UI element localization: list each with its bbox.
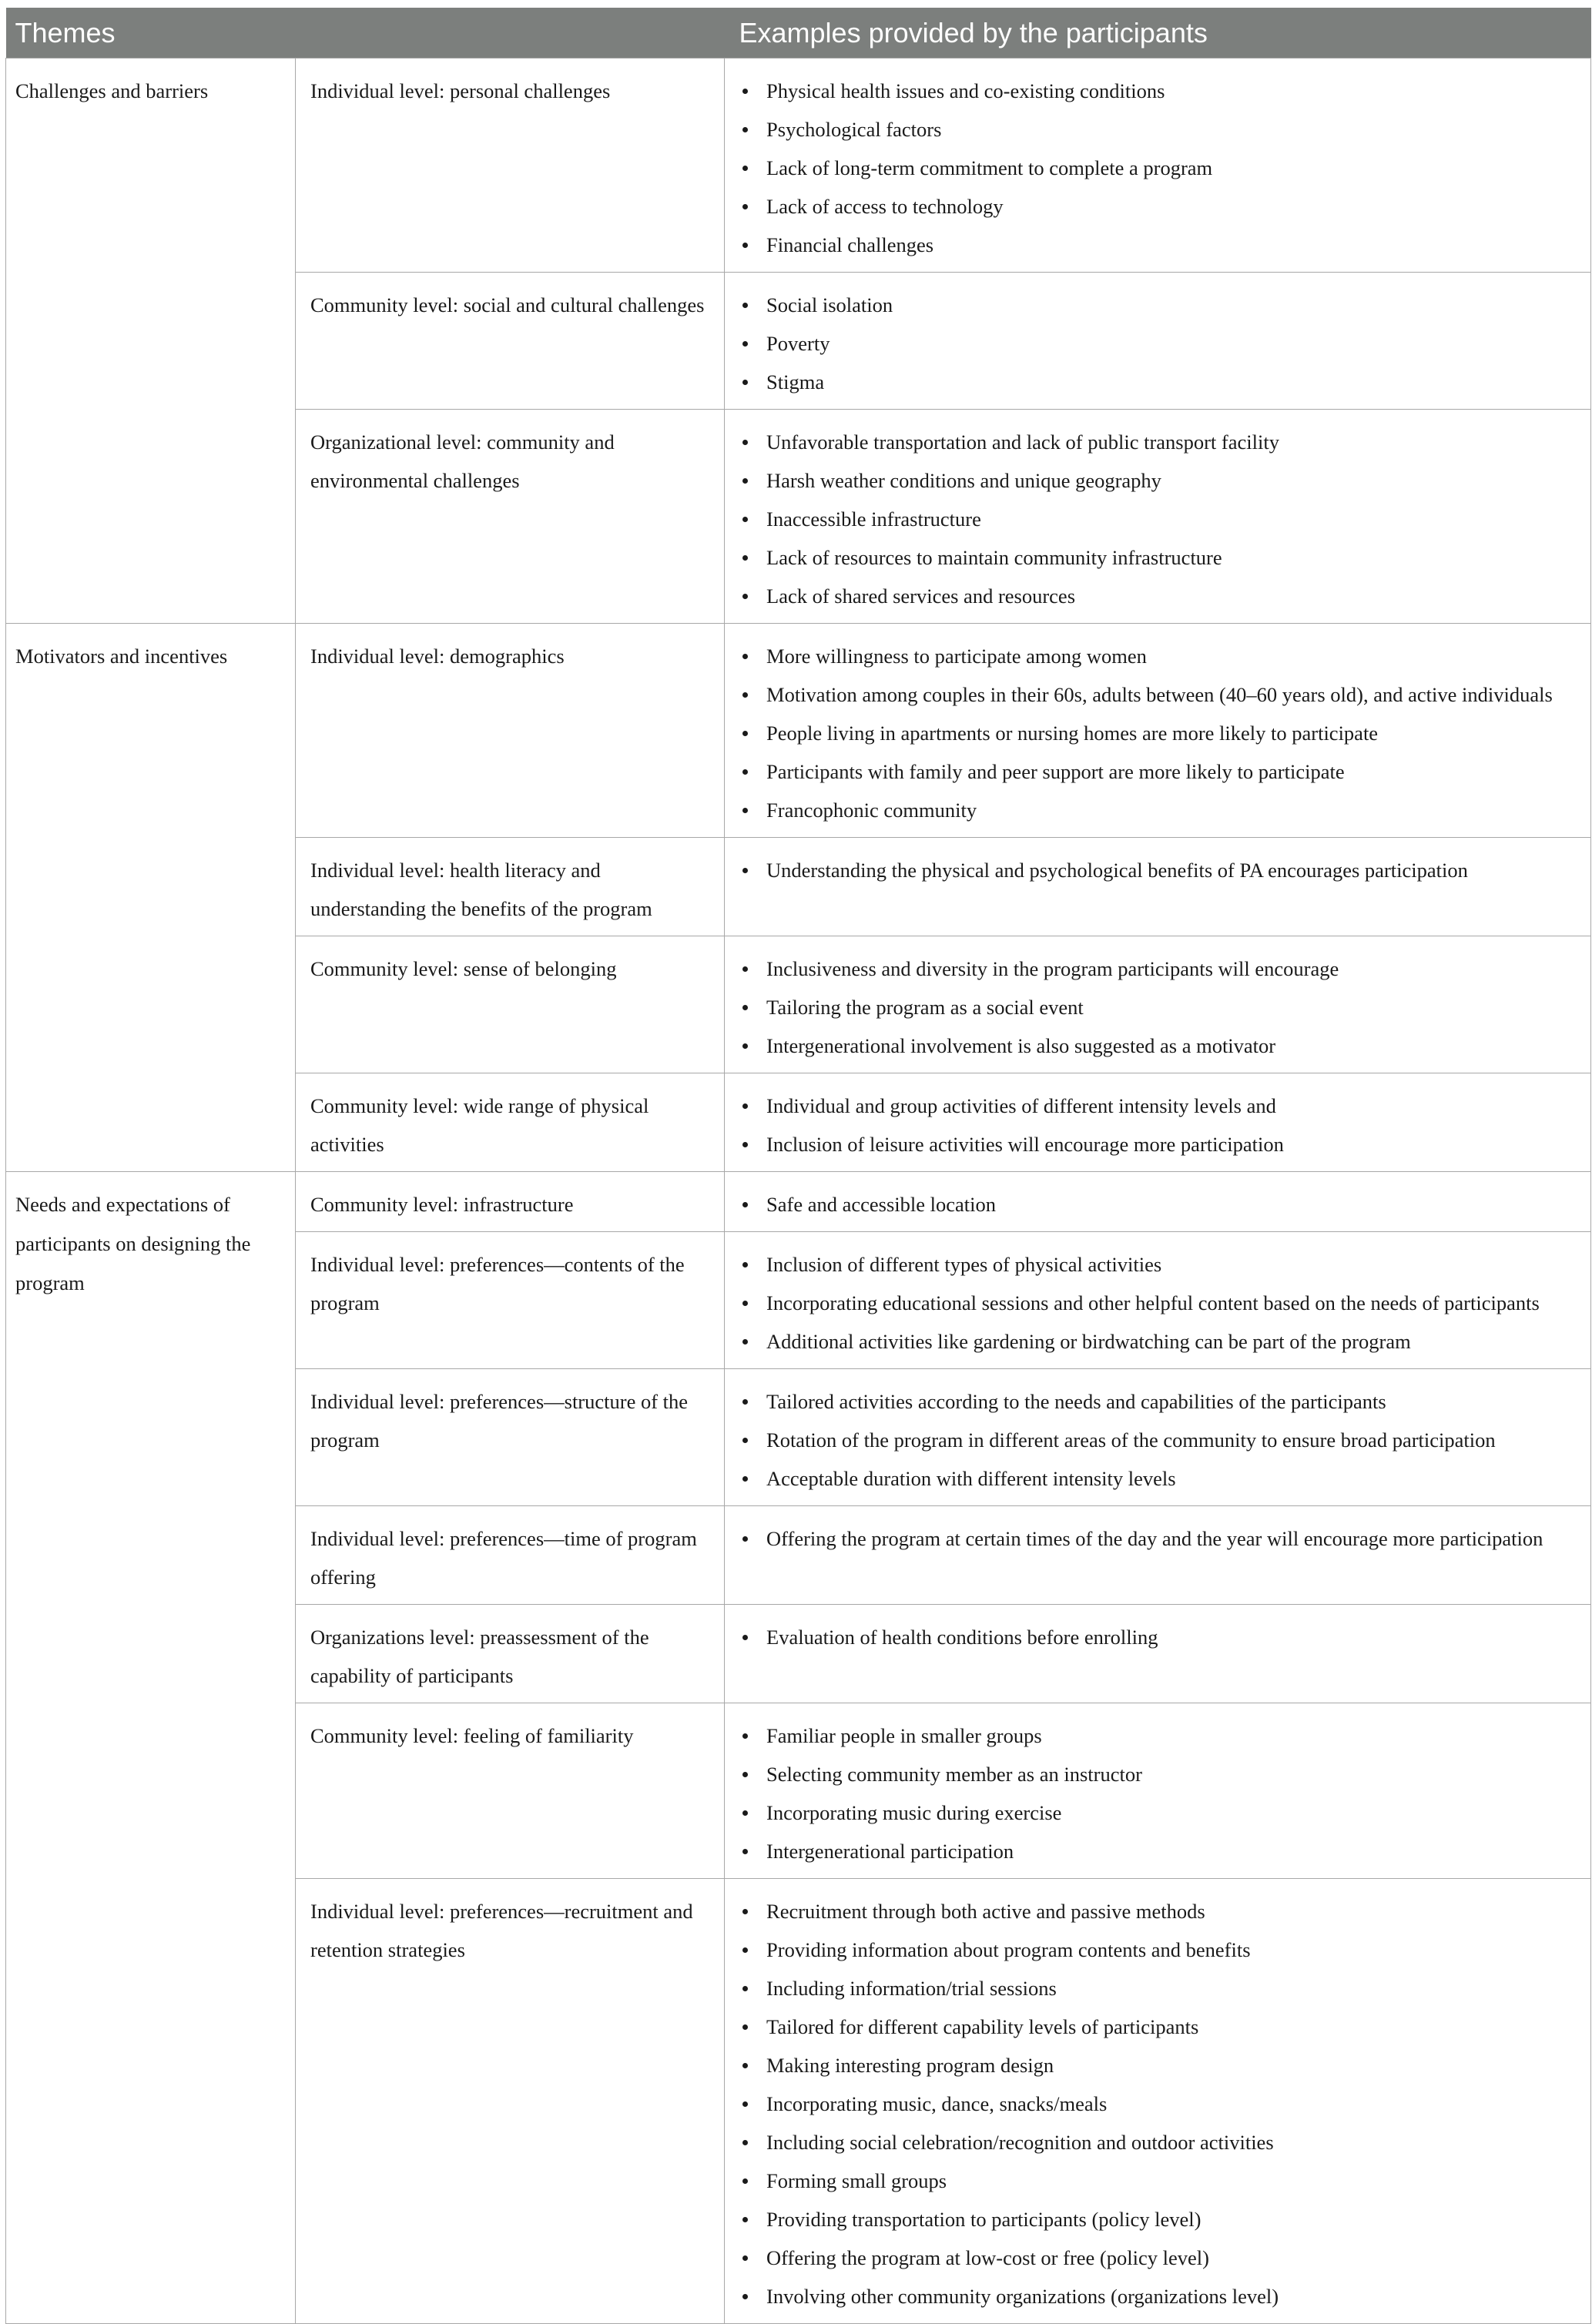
examples-list xyxy=(739,851,1580,889)
example-list-item: Social isolation xyxy=(739,286,1580,324)
subtheme-cell: Individual level: preferences—time of program offering xyxy=(296,1506,725,1605)
subtheme-cell: Organizational level: community and environmental challenges xyxy=(296,410,725,624)
example-list-item: Lack of access to technology xyxy=(739,187,1580,226)
examples-cell xyxy=(725,838,1591,936)
example-list-item: Participants with family and peer support are more likely to participate xyxy=(739,752,1580,791)
example-list-item: More willingness to participate among women xyxy=(739,637,1580,675)
examples-cell xyxy=(725,1369,1591,1506)
example-list-item: Harsh weather conditions and unique geography xyxy=(739,461,1580,500)
example-list-item: Lack of resources to maintain community infrastructure xyxy=(739,538,1580,577)
examples-cell xyxy=(725,624,1591,838)
example-list-item: Motivation among couples in their 60s, adults between (40–60 years old), and active individuals xyxy=(739,675,1580,714)
table-row xyxy=(6,1172,1591,1232)
examples-cell xyxy=(725,1172,1591,1232)
subtheme-cell: Individual level: personal challenges xyxy=(296,59,725,273)
example-list-item: Familiar people in smaller groups xyxy=(739,1716,1580,1755)
example-list-item: Inclusiveness and diversity in the program participants will encourage xyxy=(739,949,1580,988)
table-row xyxy=(6,624,1591,838)
table-row xyxy=(6,59,1591,273)
themes-table xyxy=(5,8,1591,2324)
example-list-item: Offering the program at certain times of the day and the year will encourage more participation xyxy=(739,1519,1580,1558)
example-list-item: Safe and accessible location xyxy=(739,1185,1580,1224)
example-list-item: Incorporating educational sessions and other helpful content based on the needs of participants xyxy=(739,1284,1580,1322)
examples-cell xyxy=(725,1073,1591,1172)
example-list-item: Individual and group activities of different intensity levels and xyxy=(739,1087,1580,1125)
examples-list xyxy=(739,1245,1580,1361)
examples-list xyxy=(739,72,1580,264)
example-list-item: Making interesting program design xyxy=(739,2046,1580,2085)
examples-cell xyxy=(725,410,1591,624)
theme-cell: Needs and expectations of participants on designing the program xyxy=(6,1172,296,2324)
examples-cell xyxy=(725,59,1591,273)
subtheme-cell: Individual level: preferences—contents of the program xyxy=(296,1232,725,1369)
subtheme-cell: Individual level: demographics xyxy=(296,624,725,838)
example-list-item: Lack of shared services and resources xyxy=(739,577,1580,615)
subtheme-cell: Individual level: preferences—structure of the program xyxy=(296,1369,725,1506)
examples-cell xyxy=(725,1605,1591,1703)
example-list-item: Psychological factors xyxy=(739,110,1580,149)
examples-list xyxy=(739,1519,1580,1558)
example-list-item: Inclusion of leisure activities will encourage more participation xyxy=(739,1125,1580,1164)
subtheme-cell: Community level: wide range of physical activities xyxy=(296,1073,725,1172)
example-list-item: Incorporating music during exercise xyxy=(739,1793,1580,1832)
example-list-item: Financial challenges xyxy=(739,226,1580,264)
example-list-item: Inclusion of different types of physical activities xyxy=(739,1245,1580,1284)
example-list-item: Acceptable duration with different intensity levels xyxy=(739,1459,1580,1498)
example-list-item: People living in apartments or nursing homes are more likely to participate xyxy=(739,714,1580,752)
example-list-item: Additional activities like gardening or birdwatching can be part of the program xyxy=(739,1322,1580,1361)
example-list-item: Physical health issues and co-existing conditions xyxy=(739,72,1580,110)
examples-list xyxy=(739,286,1580,401)
example-list-item: Incorporating music, dance, snacks/meals xyxy=(739,2085,1580,2123)
example-list-item: Tailored activities according to the needs and capabilities of the participants xyxy=(739,1382,1580,1421)
example-list-item: Tailored for different capability levels of participants xyxy=(739,2008,1580,2046)
example-list-item: Intergenerational participation xyxy=(739,1832,1580,1870)
subtheme-cell: Individual level: health literacy and understanding the benefits of the program xyxy=(296,838,725,936)
theme-cell: Motivators and incentives xyxy=(6,624,296,1172)
example-list-item: Understanding the physical and psychological benefits of PA encourages participation xyxy=(739,851,1580,889)
example-list-item: Francophonic community xyxy=(739,791,1580,829)
header-examples: Examples provided by the participants xyxy=(725,8,1591,59)
example-list-item: Stigma xyxy=(739,363,1580,401)
example-list-item: Rotation of the program in different areas of the community to ensure broad participation xyxy=(739,1421,1580,1459)
subtheme-cell: Community level: feeling of familiarity xyxy=(296,1703,725,1879)
example-list-item: Tailoring the program as a social event xyxy=(739,988,1580,1026)
examples-cell xyxy=(725,273,1591,410)
table-header xyxy=(6,8,1591,59)
subtheme-cell: Individual level: preferences—recruitment and retention strategies xyxy=(296,1879,725,2324)
theme-cell: Challenges and barriers xyxy=(6,59,296,624)
subtheme-cell: Community level: social and cultural challenges xyxy=(296,273,725,410)
table-body xyxy=(6,59,1591,2324)
examples-cell xyxy=(725,1703,1591,1879)
header-themes: Themes xyxy=(6,8,725,59)
examples-list xyxy=(739,1087,1580,1164)
themes-table-container xyxy=(5,8,1590,2324)
examples-list xyxy=(739,1892,1580,2316)
example-list-item: Including social celebration/recognition and outdoor activities xyxy=(739,2123,1580,2162)
example-list-item: Selecting community member as an instructor xyxy=(739,1755,1580,1793)
examples-list xyxy=(739,1716,1580,1870)
example-list-item: Unfavorable transportation and lack of public transport facility xyxy=(739,423,1580,461)
subtheme-cell: Community level: sense of belonging xyxy=(296,936,725,1073)
header-row xyxy=(6,8,1591,59)
example-list-item: Lack of long-term commitment to complete a program xyxy=(739,149,1580,187)
example-list-item: Providing information about program contents and benefits xyxy=(739,1931,1580,1969)
example-list-item: Intergenerational involvement is also suggested as a motivator xyxy=(739,1026,1580,1065)
example-list-item: Offering the program at low-cost or free (policy level) xyxy=(739,2239,1580,2277)
example-list-item: Forming small groups xyxy=(739,2162,1580,2200)
examples-cell xyxy=(725,1232,1591,1369)
examples-list xyxy=(739,423,1580,615)
examples-cell xyxy=(725,936,1591,1073)
example-list-item: Including information/trial sessions xyxy=(739,1969,1580,2008)
examples-list xyxy=(739,1382,1580,1498)
examples-list xyxy=(739,1618,1580,1656)
example-list-item: Poverty xyxy=(739,324,1580,363)
examples-list xyxy=(739,1185,1580,1224)
example-list-item: Evaluation of health conditions before enrolling xyxy=(739,1618,1580,1656)
examples-list xyxy=(739,949,1580,1065)
example-list-item: Recruitment through both active and passive methods xyxy=(739,1892,1580,1931)
subtheme-cell: Community level: infrastructure xyxy=(296,1172,725,1232)
examples-list xyxy=(739,637,1580,829)
subtheme-cell: Organizations level: preassessment of the capability of participants xyxy=(296,1605,725,1703)
example-list-item: Providing transportation to participants (policy level) xyxy=(739,2200,1580,2239)
example-list-item: Inaccessible infrastructure xyxy=(739,500,1580,538)
examples-cell xyxy=(725,1879,1591,2324)
examples-cell xyxy=(725,1506,1591,1605)
example-list-item: Involving other community organizations (organizations level) xyxy=(739,2277,1580,2316)
